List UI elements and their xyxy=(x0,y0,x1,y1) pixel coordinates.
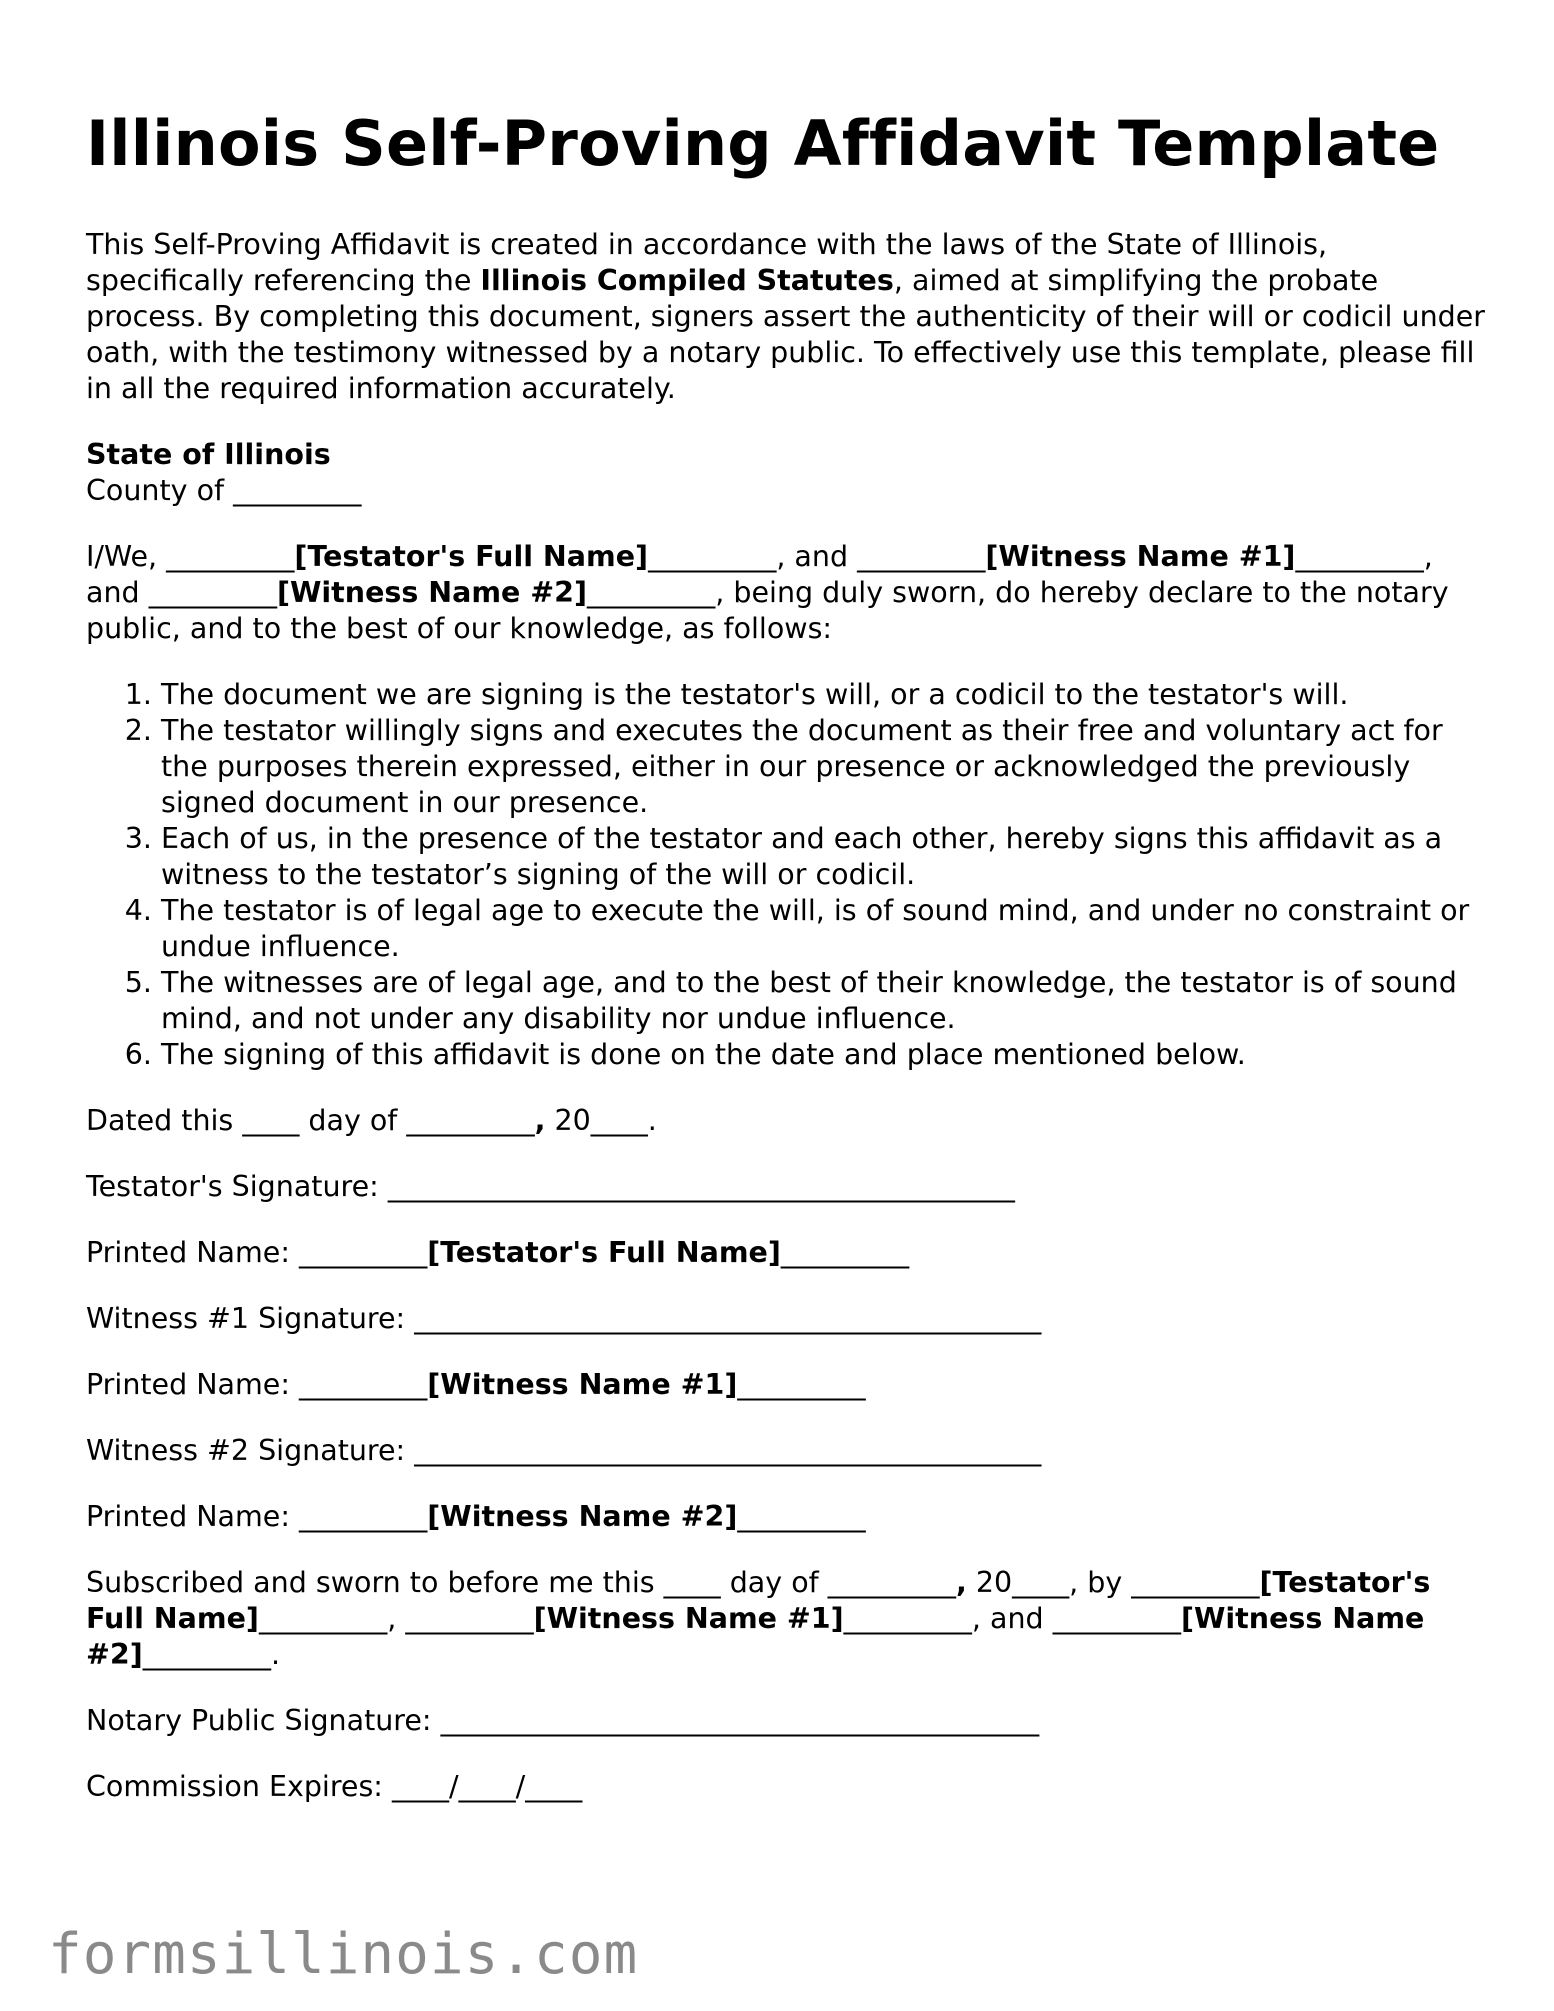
clause-item: 1. The document we are signing is the testator's will, or a codicil to the testator's will. xyxy=(161,677,1486,713)
clause-item: 4. The testator is of legal age to execute the will, is of sound mind, and under no constraint or undue influence. xyxy=(161,893,1486,965)
notary-sworn-paragraph xyxy=(86,1565,1486,1673)
printed-name-label: Printed Name: xyxy=(86,1368,299,1401)
witness2-name-placeholder: [Witness Name #2] xyxy=(86,1602,1425,1671)
blank-line[interactable]: _________ xyxy=(299,1368,428,1401)
witness2-signature-field[interactable]: ____________________________________________ xyxy=(414,1434,1042,1467)
intro-paragraph xyxy=(86,227,1486,407)
document-page xyxy=(86,104,1486,1835)
notary-signature-label: Notary Public Signature: xyxy=(86,1704,441,1737)
statute-name: Illinois Compiled Statutes xyxy=(480,264,894,297)
witness2-signature-label: Witness #2 Signature: xyxy=(86,1434,415,1467)
clause-item: 5. The witnesses are of legal age, and to the best of their knowledge, the testator is of sound mind, and not under any disability nor undue influence. xyxy=(161,965,1486,1037)
testator-signature-row xyxy=(86,1169,1486,1205)
blank-line: _________ xyxy=(405,1602,534,1635)
commission-expires-row xyxy=(86,1769,1486,1805)
site-watermark: formsillinois.com xyxy=(48,1922,639,1987)
blank-line[interactable]: _________ xyxy=(299,1500,428,1533)
testator-signature-label: Testator's Signature: xyxy=(86,1170,388,1203)
witness1-signature-field[interactable]: ____________________________________________ xyxy=(414,1302,1042,1335)
dated-text: Dated this ____ day of _________ xyxy=(86,1104,535,1137)
testator-printed-name[interactable]: [Testator's Full Name] xyxy=(427,1236,781,1269)
declaration-paragraph xyxy=(86,539,1486,647)
notary-signature-row xyxy=(86,1703,1486,1739)
sworn-prefix: Subscribed and sworn to before me this ____ day of _________ xyxy=(86,1566,956,1599)
commission-expires-label: Commission Expires: xyxy=(86,1770,392,1803)
declaration-clauses xyxy=(86,677,1486,1073)
declaration-and-2: , and xyxy=(86,540,1433,609)
blank-line: _________ xyxy=(166,540,295,573)
intro-text-2: , aimed at simplifying the probate process. By completing this document, signers assert the authenticity of their will or codicil under oath, with the testimony witnessed by a notary public. To effectively use this template, please fill in all the required information accurately. xyxy=(86,264,1485,405)
declaration-and-1: , and xyxy=(776,540,858,573)
dated-line xyxy=(86,1103,1486,1139)
dated-comma: , xyxy=(534,1104,546,1137)
clause-item: 3. Each of us, in the presence of the testator and each other, hereby signs this affidavit as a witness to the testator’s signing of the will or codicil. xyxy=(161,821,1486,893)
witness1-signature-row xyxy=(86,1301,1486,1337)
clause-item: 6. The signing of this affidavit is done on the date and place mentioned below. xyxy=(161,1037,1486,1073)
blank-line: _________ xyxy=(1131,1566,1260,1599)
blank-line[interactable]: _________ xyxy=(780,1236,910,1269)
clause-item: 2. The testator willingly signs and executes the document as their free and voluntary act for the purposes therein expressed, either in our presence or acknowledged the previously signed document in our presence. xyxy=(161,713,1486,821)
witness1-printed-name[interactable]: [Witness Name #1] xyxy=(427,1368,738,1401)
witness1-signature-label: Witness #1 Signature: xyxy=(86,1302,415,1335)
blank-line: _________ xyxy=(148,576,277,609)
blank-line: _________ xyxy=(142,1638,271,1671)
blank-line[interactable]: _________ xyxy=(737,1500,866,1533)
witness2-signature-row xyxy=(86,1433,1486,1469)
commission-expires-field[interactable]: ____/____/____ xyxy=(391,1770,583,1803)
blank-line: _________ xyxy=(843,1602,972,1635)
venue-block xyxy=(86,437,1486,509)
printed-name-label: Printed Name: xyxy=(86,1500,299,1533)
notary-signature-field[interactable]: __________________________________________ xyxy=(440,1704,1040,1737)
testator-name-placeholder: [Testator's Full Name] xyxy=(294,540,649,573)
blank-line: _________ xyxy=(857,540,986,573)
venue-county: County of _________ xyxy=(86,474,362,507)
blank-line: _________ xyxy=(1295,540,1424,573)
blank-line[interactable]: _________ xyxy=(737,1368,866,1401)
page-title: Illinois Self-Proving Affidavit Template xyxy=(86,107,1440,180)
testator-signature-field[interactable]: ____________________________________________ xyxy=(387,1170,1015,1203)
witness1-name-placeholder: [Witness Name #1] xyxy=(985,540,1296,573)
blank-line: _________ xyxy=(587,576,716,609)
sworn-end: . xyxy=(271,1638,281,1671)
witness1-name-placeholder: [Witness Name #1] xyxy=(533,1602,844,1635)
blank-line: _________ xyxy=(258,1602,388,1635)
sworn-year: 20____, by xyxy=(966,1566,1132,1599)
printed-name-label: Printed Name: xyxy=(86,1236,299,1269)
witness2-name-placeholder: [Witness Name #2] xyxy=(276,576,588,609)
sworn-separator-1: , xyxy=(387,1602,406,1635)
venue-state: State of Illinois xyxy=(86,438,331,471)
sworn-comma: , xyxy=(955,1566,967,1599)
witness1-printed-name-row xyxy=(86,1367,1486,1403)
blank-line[interactable]: _________ xyxy=(299,1236,428,1269)
declaration-suffix: , being duly sworn, do hereby declare to the notary public, and to the best of our knowledge, as follows: xyxy=(86,576,1449,645)
witness2-printed-name[interactable]: [Witness Name #2] xyxy=(427,1500,738,1533)
testator-printed-name-row xyxy=(86,1235,1486,1271)
declaration-prefix: I/We, xyxy=(86,540,167,573)
intro-text-1: This Self-Proving Affidavit is created in accordance with the laws of the State of Illinois, specifically referencing the xyxy=(86,228,1328,297)
dated-year: 20____. xyxy=(545,1104,657,1137)
blank-line: _________ xyxy=(1052,1602,1181,1635)
witness2-printed-name-row xyxy=(86,1499,1486,1535)
blank-line: _________ xyxy=(648,540,777,573)
sworn-separator-2: , and xyxy=(971,1602,1053,1635)
testator-name-placeholder: [Testator's Full Name] xyxy=(86,1566,1431,1635)
